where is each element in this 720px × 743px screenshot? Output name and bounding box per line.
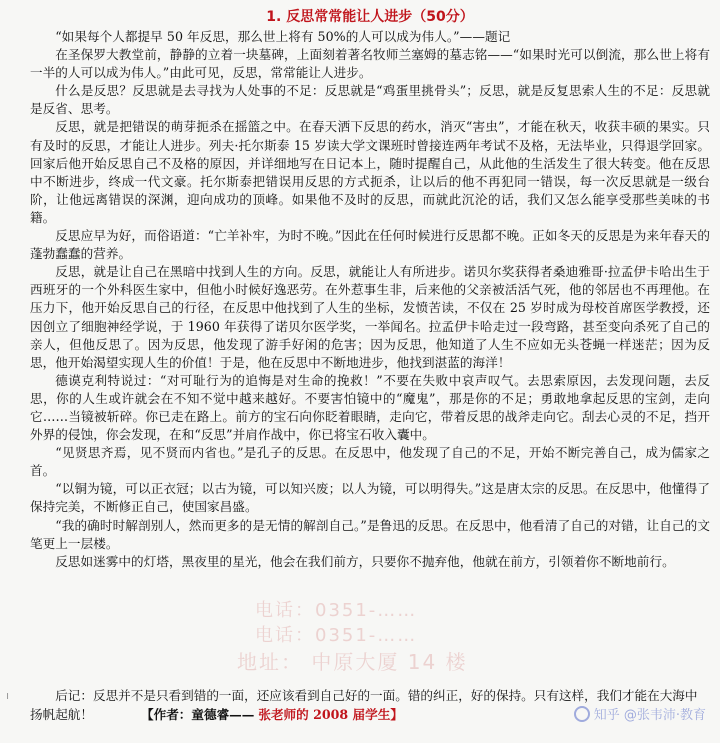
author-label: 【作者：童德睿—— <box>141 707 255 722</box>
margin-mark: ı <box>6 689 10 702</box>
paragraph: 德谟克利特说过：“对可耻行为的追悔是对生命的挽救！”不要在失败中哀声叹气。去思索原因，去发现问题，去反思，你的人生或许就会在不知不觉中越来越好。不要害怕镜中的“魔鬼”，那是你的不足；勇敢地拿起反思的宝剑，走向它……当镜被斩碎。你已走在路上。前方的宝石向你眨着眼睛，走向它，带着反思的战斧走向它。刮去心灵的不足，挡开外界的侵蚀，你会发现，在和“反思”并肩作战中，你已将宝石收入囊中。 <box>30 372 710 443</box>
essay-title: 1. 反思常常能让人进步（50分） <box>266 9 474 25</box>
watermark-address: 地址： 中原大厦 14 楼 <box>237 650 468 674</box>
paragraph: 在圣保罗大教堂前，静静的立着一块墓碑，上面刻着著名牧师兰塞姆的墓志铭——“如果时光可以倒流，那么世上将有一半的人可以成为伟人。”由此可见，反思，常常能让人进步。 <box>30 47 710 81</box>
postscript: 后记：反思并不是只看到错的一面，还应该看到自己好的一面。错的纠正，好的保持。只有这样，我们才能在大海中扬帆起航！ <box>30 688 698 722</box>
brand-watermark <box>574 704 706 723</box>
essay-body <box>30 28 710 571</box>
teacher-credit: 张老师的 2008 届学生】 <box>258 707 403 722</box>
paragraph: “见贤思齐焉，见不贤而内省也。”是孔子的反思。在反思中，他发现了自己的不足，开始不断完善自己，成为儒家之首。 <box>30 445 710 479</box>
paragraph: “我的确时时解剖别人，然而更多的是无情的解剖自己。”是鲁迅的反思。在反思中，他看清了自己的对错，让自己的文笔更上一层楼。 <box>30 517 710 551</box>
paragraph: “以铜为镜，可以正衣冠；以古为镜，可以知兴废；以人为镜，可以明得失。”这是唐太宗的反思。在反思中，他懂得了保持完美，不断修正自己，使国家昌盛。 <box>30 481 710 515</box>
paragraph-epigraph: “如果每个人都提早 50 年反思，那么世上将有 50%的人可以成为伟人。”——题记 <box>55 29 511 44</box>
paragraph: 反思如迷雾中的灯塔，黑夜里的星光，他会在我们前方，只要你不抛弃他，他就在前方，引领着你不断地前行。 <box>55 553 675 569</box>
brand-logo-icon <box>574 706 590 722</box>
paragraph: 什么是反思？反思就是去寻找为人处事的不足：反思就是“鸡蛋里挑骨头”；反思，就是反复思索人生的不足：反思就是反省、思考。 <box>30 83 710 117</box>
paragraph: 反思，就是把错误的萌芽扼杀在摇篮之中。在春天洒下反思的药水，消灭“害虫”，才能在秋天，收获丰硕的果实。只有及时的反思，才能让人进步。列夫·托尔斯泰 15 岁读大学文课班时曾接连两年考试不及格，无法毕业，只得退学回家。回家后他开始反思自己不及格的原因，并详细地写在日记本上，随时提醒自己，从此他的生活发生了很大转变。他在反思中不断进步，终成一代文豪。托尔斯泰把错误用反思的方式扼杀，让以后的他不再犯同一错误，每一次反思就是一级台阶，让他远离错误的深渊，迎向成功的顶峰。如果他不及时的反思，而就此沉沦的话，我们又怎么能享受那些美味的书籍。 <box>30 119 710 225</box>
paragraph: 反思，就是让自己在黑暗中找到人生的方向。反思，就能让人有所进步。诺贝尔奖获得者桑迪雅哥·拉孟伊卡哈出生于西班牙的一个外科医生家中，但他小时候好逸恶劳。在外惹事生非，后来他的父亲被活活气死，他的邻居也不再理他。在压力下，他开始反思自己的行径，在反思中他找到了人生的坐标，发愤苦读，不仅在 25 岁时成为母校首席医学教授，还因创立了细胞神经学说，于 1960 年获得了诺贝尔医学奖，一举闻名。拉孟伊卡哈走过一段弯路，甚至变向杀死了自己的亲人，但他反思了。因为反思，他发现了游手好闲的危害；因为反思，他知道了人生不应如无头苍蝇一样迷茫；因为反思，他开始渴望实现人生的价值！于是，他在反思中不断地进步，他找到湛蓝的海洋！ <box>30 264 710 370</box>
watermark-phone: 电话：0351-…… <box>255 600 418 621</box>
watermark-phone-2: 电话：0351-…… <box>255 625 418 646</box>
paragraph: 反思应早为好，而俗语道：“亡羊补牢，为时不晚。”因此在任何时候进行反思都不晚。正如冬天的反思是为来年春天的蓬勃蠢蠢的营养。 <box>30 228 710 262</box>
brand-text: 知乎 @张韦沛·教育 <box>593 708 706 723</box>
